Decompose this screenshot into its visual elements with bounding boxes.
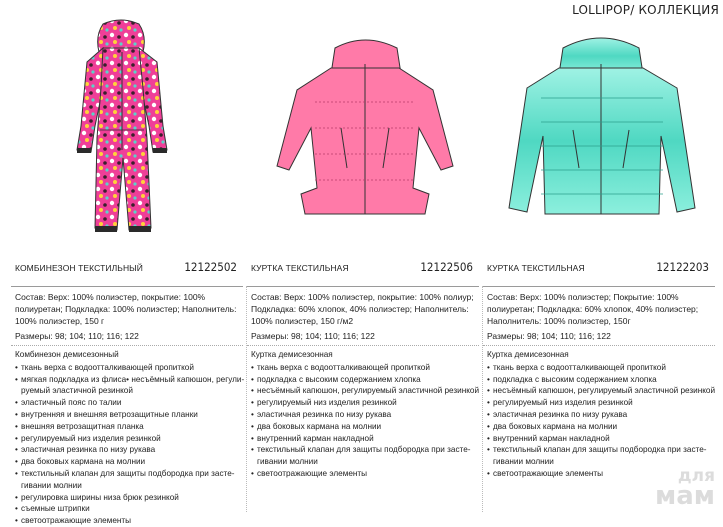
feature-item: • эластичная резинка по низу рукава <box>15 444 245 456</box>
feature-item: • текстильный клапан для защиты подбородка при засте-гивании молнии <box>251 444 481 468</box>
feature-item: • два боковых кармана на молнии <box>15 456 245 468</box>
sizes-text: Размеры: 98; 104; 110; 116; 122 <box>251 330 375 341</box>
product-card-pink-jacket <box>247 0 483 512</box>
feature-item: • два боковых кармана на молнии <box>251 421 481 433</box>
feature-item: • внутренний карман накладной <box>487 433 717 445</box>
feature-item: • регулируемый низ изделия резинкой <box>15 433 245 445</box>
feature-item: • эластичная резинка по низу рукава <box>251 409 481 421</box>
feature-item: • несъёмный капюшон, регулируемый эластичной резинкой <box>487 385 717 397</box>
feature-item: • светоотражающие элементы <box>487 468 717 480</box>
feature-item: • внутренняя и внешняя ветрозащитные планки <box>15 409 245 421</box>
feature-item: • эластичная резинка по низу рукава <box>487 409 717 421</box>
feature-item: • несъёмный капюшон, регулируемый эластичной резинкой <box>251 385 481 397</box>
product-code: 12122203 <box>656 260 709 274</box>
mint-jacket-image <box>483 18 719 250</box>
feature-item: • мягкая подкладка из флиса• несъёмный капюшон, регули-руемый эластичной резинкой <box>15 374 245 398</box>
product-code: 12122506 <box>420 260 473 274</box>
feature-item: • регулируемый низ изделия резинкой <box>251 397 481 409</box>
watermark-line-1: для <box>677 466 715 487</box>
divider <box>11 286 243 287</box>
sizes-text: Размеры: 98; 104; 110; 116; 122 <box>15 330 139 341</box>
divider <box>483 286 715 287</box>
watermark-line-2: мам <box>654 480 715 511</box>
feature-item: • ткань верха с водоотталкивающей пропиткой <box>15 362 245 374</box>
divider <box>247 286 479 287</box>
feature-item: • текстильный клапан для защиты подбородка при засте-гивании молнии <box>15 468 245 492</box>
product-title: КУРТКА ТЕКСТИЛЬНАЯ <box>487 263 585 273</box>
features-block <box>487 349 717 480</box>
feature-item: • ткань верха с водоотталкивающей пропиткой <box>487 362 717 374</box>
feature-item: • подкладка с высоким содержанием хлопка <box>251 374 481 386</box>
product-card-jumpsuit <box>11 0 247 526</box>
divider <box>483 345 715 346</box>
feature-list <box>251 362 481 480</box>
feature-item: • внешняя ветрозащитная планка <box>15 421 245 433</box>
feature-list <box>15 362 245 527</box>
feature-item: • регулировка ширины низа брюк резинкой <box>15 492 245 504</box>
feature-item: • регулируемый низ изделия резинкой <box>487 397 717 409</box>
feature-item: • подкладка с высоким содержанием хлопка <box>487 374 717 386</box>
sizes-text: Размеры: 98; 104; 110; 116; 122 <box>487 330 611 341</box>
composition-text: Состав: Верх: 100% полиэстер, покрытие: 100% полиуретан; Подкладка: 100% полиэстер; Наполнитель: 100% полиэстер, 150 г <box>15 292 237 327</box>
composition-text: Состав: Верх: 100% полиэстер, покрытие: 100% полиур; Подкладка: 60% хлопок, 40% полиэстер; Наполнитель: 100% полиэстер, 150 г/м2 <box>251 292 474 327</box>
feature-item: • текстильный клапан для защиты подбородка при засте-гивании молнии <box>487 444 717 468</box>
feature-item: • ткань верха с водоотталкивающей пропиткой <box>251 362 481 374</box>
product-title: КОМБИНЕЗОН ТЕКСТИЛЬНЫЙ <box>15 263 144 273</box>
composition-block <box>15 291 245 342</box>
column-divider <box>482 286 483 512</box>
divider <box>247 345 479 346</box>
product-code: 12122502 <box>184 260 237 274</box>
features-block <box>15 349 245 527</box>
feature-item: • внутренний карман накладной <box>251 433 481 445</box>
feature-item: • светоотражающие элементы <box>251 468 481 480</box>
composition-text: Состав: Верх: 100% полиэстер; Покрытие: 100% полиуретан; Подкладка: 60% хлопок, 40% полиэстер; Наполнитель: 100% полиэстер, 150г <box>487 292 699 327</box>
feature-item: • два боковых кармана на молнии <box>487 421 717 433</box>
product-type: Куртка демисезонная <box>251 350 333 359</box>
product-type: Комбинезон демисезонный <box>15 350 119 359</box>
collection-title: LOLLIPOP/ КОЛЛЕКЦИЯ <box>572 3 719 17</box>
divider <box>11 345 243 346</box>
jumpsuit-image <box>11 18 247 250</box>
composition-block <box>251 291 481 342</box>
product-card-mint-jacket <box>483 0 719 512</box>
feature-item: • съемные штрипки <box>15 503 245 515</box>
column-divider <box>246 286 247 512</box>
pink-jacket-image <box>247 18 483 250</box>
product-type: Куртка демисезонная <box>487 350 569 359</box>
product-title: КУРТКА ТЕКСТИЛЬНАЯ <box>251 263 349 273</box>
features-block <box>251 349 481 480</box>
watermark-logo <box>654 466 715 511</box>
feature-list <box>487 362 717 480</box>
feature-item: • светоотражающие элементы <box>15 515 245 527</box>
feature-item: • эластичный пояс по талии <box>15 397 245 409</box>
composition-block <box>487 291 717 342</box>
